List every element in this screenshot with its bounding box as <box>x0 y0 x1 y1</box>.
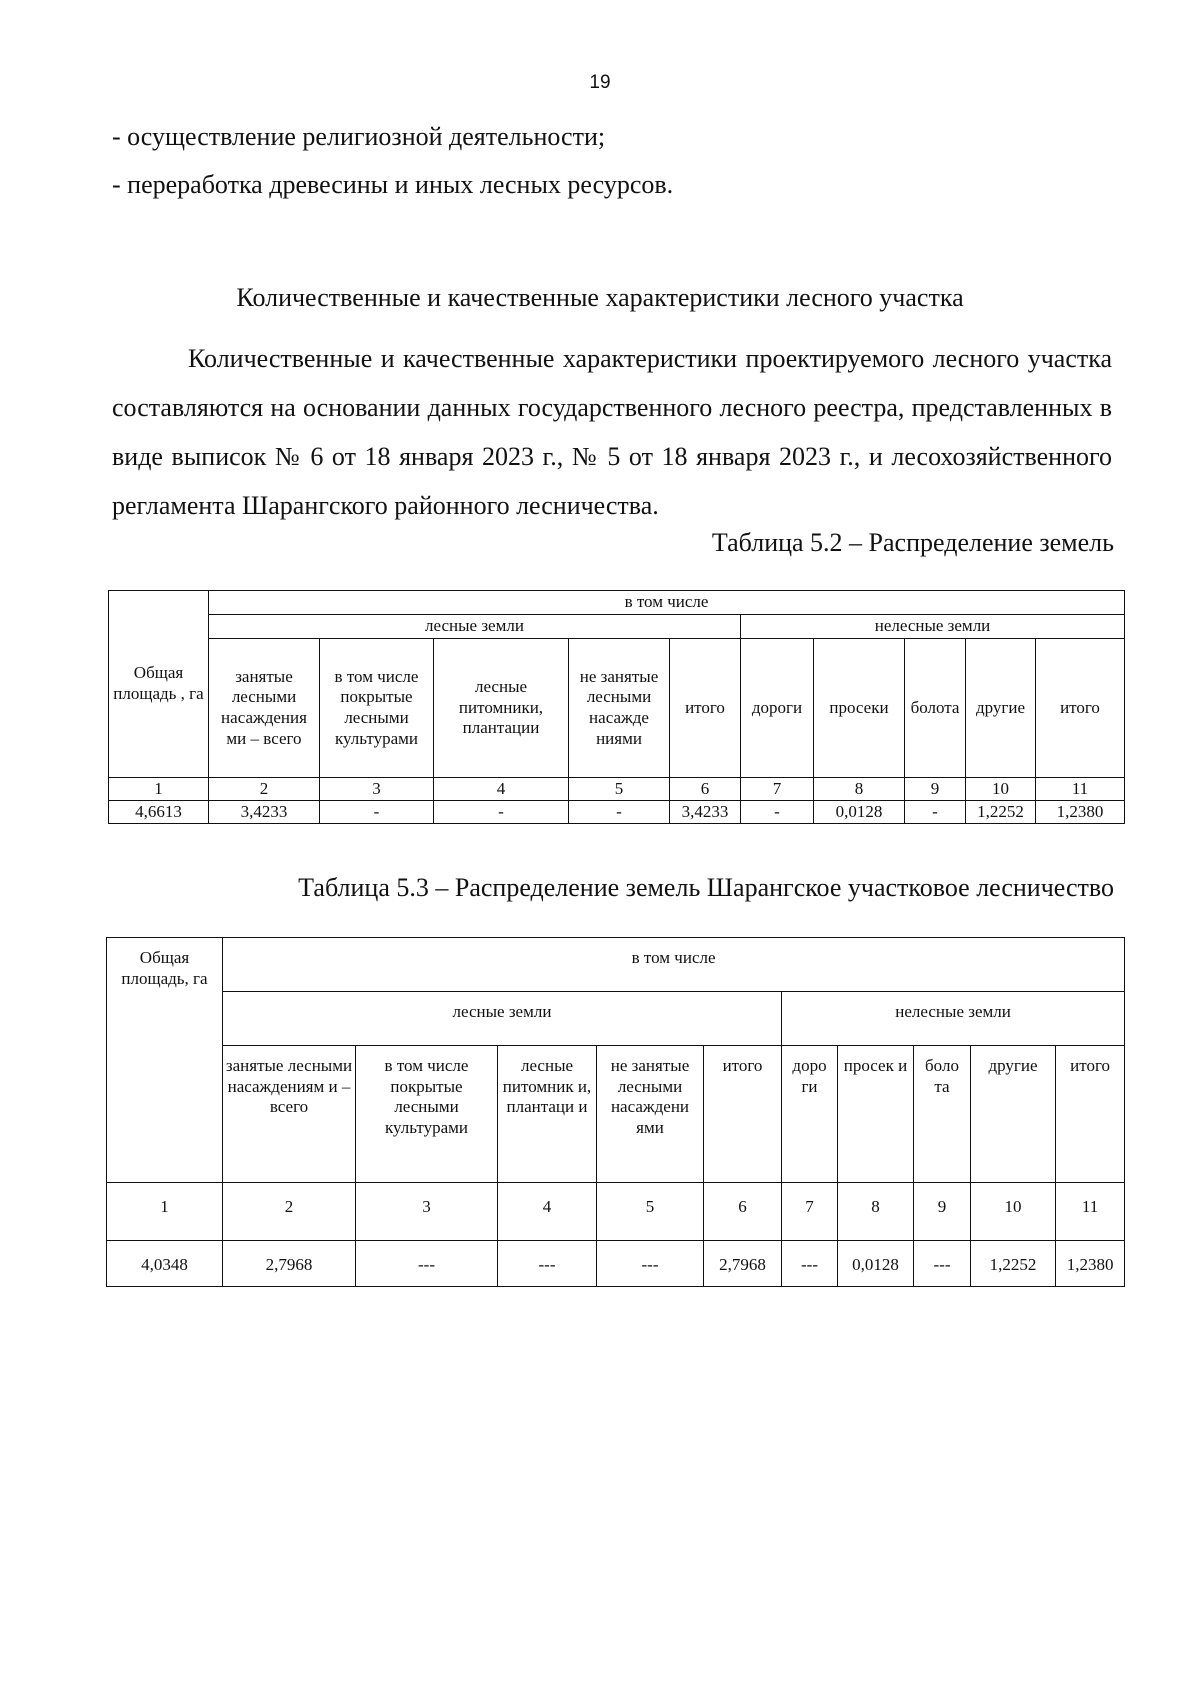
table-cell: 4,0348 <box>107 1241 223 1287</box>
table-caption: Таблица 5.2 – Распределение земель <box>711 528 1114 557</box>
column-number: 1 <box>109 778 209 801</box>
column-number: 10 <box>966 778 1036 801</box>
body-paragraph: Количественные и качественные характеристики проектируемого лесного участка составляются на основании данных государственного лесного реестра, представленных в виде выписок № 6 от 18 января 2023 г., № 5 от 18 января 2023 г., и лесохозяйственного регламента Шарангского районного лесничества. <box>112 344 1112 520</box>
column-header: занятые лесными насаждения ми – всего <box>209 639 320 778</box>
column-number: 5 <box>597 1183 704 1241</box>
bullet-item: - переработка древесины и иных лесных ресурсов. <box>112 170 674 199</box>
column-header: другие <box>971 1046 1056 1183</box>
column-number: 2 <box>209 778 320 801</box>
table-cell: --- <box>498 1241 597 1287</box>
table-cell: --- <box>597 1241 704 1287</box>
column-number: 6 <box>704 1183 782 1241</box>
table-cell: --- <box>782 1241 838 1287</box>
column-header: боло та <box>914 1046 971 1183</box>
table-row <box>107 1183 1125 1241</box>
column-number: 8 <box>814 778 905 801</box>
column-header: итого <box>670 639 741 778</box>
column-number: 3 <box>320 778 434 801</box>
column-number: 9 <box>905 778 966 801</box>
land-distribution-table <box>108 590 1125 824</box>
column-header: не занятые лесными насаждени ями <box>597 1046 704 1183</box>
table-cell: --- <box>914 1241 971 1287</box>
column-number: 4 <box>434 778 569 801</box>
table-cell: 3,4233 <box>670 801 741 824</box>
table-cell: 1,2252 <box>966 801 1036 824</box>
table-cell: 1,2380 <box>1036 801 1125 824</box>
header-total-area: Общая площадь , га <box>109 591 209 778</box>
column-number: 2 <box>223 1183 356 1241</box>
column-header: итого <box>704 1046 782 1183</box>
header-in-total: в том числе <box>223 938 1125 992</box>
column-header: в том числе покрытые лесными культурами <box>320 639 434 778</box>
table-cell: - <box>320 801 434 824</box>
column-header: доро ги <box>782 1046 838 1183</box>
table-cell: 2,7968 <box>704 1241 782 1287</box>
column-header: просеки <box>814 639 905 778</box>
column-number: 6 <box>670 778 741 801</box>
column-number: 3 <box>356 1183 498 1241</box>
column-header: не занятые лесными насажде ниями <box>569 639 670 778</box>
table-cell: 1,2380 <box>1056 1241 1125 1287</box>
section-heading: Количественные и качественные характеристики лесного участка <box>236 283 964 312</box>
table-cell: --- <box>356 1241 498 1287</box>
table-cell: 0,0128 <box>838 1241 914 1287</box>
header-nonforest-lands: нелесные земли <box>782 992 1125 1046</box>
header-in-total: в том числе <box>209 591 1125 615</box>
page-number: 19 <box>589 72 611 93</box>
column-number: 10 <box>971 1183 1056 1241</box>
header-total-area: Общая площадь, га <box>107 938 223 1183</box>
column-header: итого <box>1056 1046 1125 1183</box>
column-header: просек и <box>838 1046 914 1183</box>
table-cell: - <box>434 801 569 824</box>
column-number: 5 <box>569 778 670 801</box>
column-header: лесные питомник и, плантаци и <box>498 1046 597 1183</box>
column-number: 9 <box>914 1183 971 1241</box>
column-header: занятые лесными насаждениям и – всего <box>223 1046 356 1183</box>
table-cell: 3,4233 <box>209 801 320 824</box>
table-row <box>109 778 1125 801</box>
table-cell: 4,6613 <box>109 801 209 824</box>
column-number: 7 <box>741 778 814 801</box>
table-cell: 2,7968 <box>223 1241 356 1287</box>
table-caption: Таблица 5.3 – Распределение земель Шарангское участковое лесничество <box>298 873 1114 902</box>
table-cell: - <box>569 801 670 824</box>
column-number: 11 <box>1036 778 1125 801</box>
column-number: 1 <box>107 1183 223 1241</box>
table-cell: 1,2252 <box>971 1241 1056 1287</box>
forestry-land-distribution-table <box>106 937 1125 1287</box>
column-header: итого <box>1036 639 1125 778</box>
table-cell: 0,0128 <box>814 801 905 824</box>
column-header: другие <box>966 639 1036 778</box>
header-nonforest-lands: нелесные земли <box>741 615 1125 639</box>
column-number: 8 <box>838 1183 914 1241</box>
header-forest-lands: лесные земли <box>209 615 741 639</box>
column-header: дороги <box>741 639 814 778</box>
column-number: 11 <box>1056 1183 1125 1241</box>
table-row <box>107 1241 1125 1287</box>
column-number: 7 <box>782 1183 838 1241</box>
column-header: лесные питомники, плантации <box>434 639 569 778</box>
table-cell: - <box>905 801 966 824</box>
column-number: 4 <box>498 1183 597 1241</box>
table-cell: - <box>741 801 814 824</box>
column-header: болота <box>905 639 966 778</box>
table-row <box>109 801 1125 824</box>
header-forest-lands: лесные земли <box>223 992 782 1046</box>
column-header: в том числе покрытые лесными культурами <box>356 1046 498 1183</box>
bullet-item: - осуществление религиозной деятельности; <box>112 122 606 151</box>
